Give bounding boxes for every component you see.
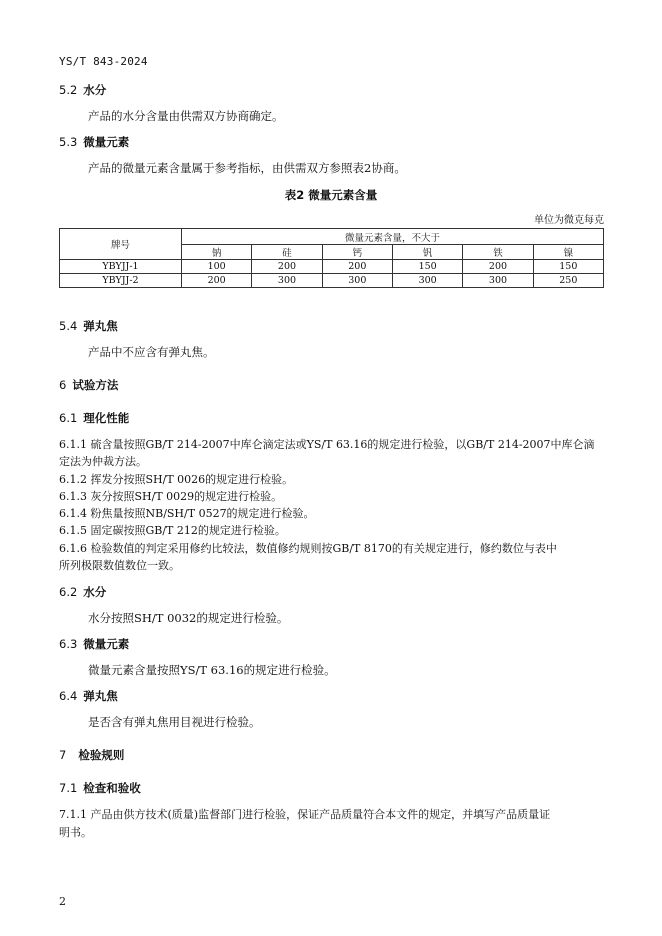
section-6-2-text: 水分按照SH/T 0032的规定进行检验。 (88, 611, 289, 625)
section-title: 检验规则 (78, 748, 125, 762)
section-7-heading (59, 747, 124, 763)
table-2-unit: 单位为微克每克 (534, 215, 604, 226)
section-number: 5.4 (59, 319, 78, 333)
section-5-4-heading (59, 318, 118, 334)
section-6-3-text: 微量元素含量按照YS/T 63.16的规定进行检验。 (88, 663, 336, 677)
table-header-element: 钙 (322, 245, 392, 260)
table-cell: 300 (463, 274, 533, 288)
table-header-element: 钠 (182, 245, 252, 260)
table-header-element: 镍 (533, 245, 603, 260)
table-2 (59, 228, 604, 288)
table-row (60, 260, 604, 274)
table-cell: 300 (252, 274, 322, 288)
section-number: 6.3 (59, 637, 78, 651)
section-number: 5.3 (59, 135, 78, 149)
clause-6-1-1-line2: 定法为仲裁方法。 (59, 455, 147, 468)
section-title: 水分 (83, 83, 107, 97)
section-6-1-heading (59, 410, 129, 426)
table-cell: 300 (392, 274, 462, 288)
section-title: 水分 (83, 585, 107, 599)
table-2-title: 表2 微量元素含量 (284, 188, 378, 202)
section-7-1-heading (59, 780, 141, 796)
section-title: 弹丸焦 (83, 319, 118, 333)
section-6-heading (59, 377, 118, 393)
table-cell-brand: YBYJJ-1 (60, 260, 182, 274)
section-number: 6 (59, 378, 67, 392)
clause-6-1-1-line1: 6.1.1 硫含量按照GB/T 214-2007中库仑滴定法或YS/T 63.16的规定进行检验，以GB/T 214-2007中库仑滴 (59, 438, 595, 451)
section-title: 检查和验收 (83, 781, 141, 795)
table-cell: 300 (322, 274, 392, 288)
section-6-2-heading (59, 584, 106, 600)
clause-6-1-6-line1: 6.1.6 检验数值的判定采用修约比较法，数值修约规则按GB/T 8170的有关规定进行，修约数位与表中 (59, 542, 557, 555)
table-cell: 150 (533, 260, 603, 274)
section-number: 7 (59, 748, 67, 762)
table-cell: 200 (252, 260, 322, 274)
table-cell: 100 (182, 260, 252, 274)
table-cell: 200 (182, 274, 252, 288)
clause-7-1-1-line1: 7.1.1 产品由供方技术(质量)监督部门进行检验，保证产品质量符合本文件的规定，并填写产品质量证 (59, 808, 551, 821)
section-5-2-heading (59, 82, 106, 98)
table-header-element: 硅 (252, 245, 322, 260)
page-number: 2 (59, 895, 66, 908)
clause-7-1-1-line2: 明书。 (59, 826, 92, 839)
section-number: 6.4 (59, 689, 78, 703)
table-cell: 250 (533, 274, 603, 288)
section-6-3-heading (59, 636, 129, 652)
section-6-4-text: 是否含有弹丸焦用目视进行检验。 (88, 715, 261, 729)
table-header-group: 微量元素含量，不大于 (182, 229, 604, 245)
table-header-brand: 牌号 (60, 229, 182, 260)
section-number: 7.1 (59, 781, 78, 795)
section-title: 微量元素 (83, 637, 130, 651)
section-5-4-text: 产品中不应含有弹丸焦。 (88, 345, 215, 359)
section-title: 理化性能 (83, 411, 130, 425)
section-title: 微量元素 (83, 135, 130, 149)
clause-6-1-3: 6.1.3 灰分按照SH/T 0029的规定进行检验。 (59, 490, 283, 503)
table-cell: 200 (463, 260, 533, 274)
standard-id-header: YS/T 843-2024 (59, 55, 148, 68)
section-number: 5.2 (59, 83, 78, 97)
section-6-4-heading (59, 688, 118, 704)
table-cell-brand: YBYJJ-2 (60, 274, 182, 288)
section-5-3-heading (59, 134, 129, 150)
section-title: 试验方法 (72, 378, 119, 392)
clause-6-1-4: 6.1.4 粉焦量按照NB/SH/T 0527的规定进行检验。 (59, 507, 315, 520)
section-5-2-text: 产品的水分含量由供需双方协商确定。 (88, 109, 284, 123)
table-row (60, 274, 604, 288)
table-header-element: 钒 (392, 245, 462, 260)
section-title: 弹丸焦 (83, 689, 118, 703)
clause-6-1-2: 6.1.2 挥发分按照SH/T 0026的规定进行检验。 (59, 473, 294, 486)
clause-6-1-6-line2: 所列极限数值数位一致。 (59, 559, 180, 572)
section-number: 6.2 (59, 585, 78, 599)
table-cell: 200 (322, 260, 392, 274)
table-header-element: 铁 (463, 245, 533, 260)
section-5-3-text: 产品的微量元素含量属于参考指标，由供需双方参照表2协商。 (88, 161, 406, 175)
clause-6-1-5: 6.1.5 固定碳按照GB/T 212的规定进行检验。 (59, 524, 286, 537)
table-cell: 150 (392, 260, 462, 274)
section-number: 6.1 (59, 411, 78, 425)
